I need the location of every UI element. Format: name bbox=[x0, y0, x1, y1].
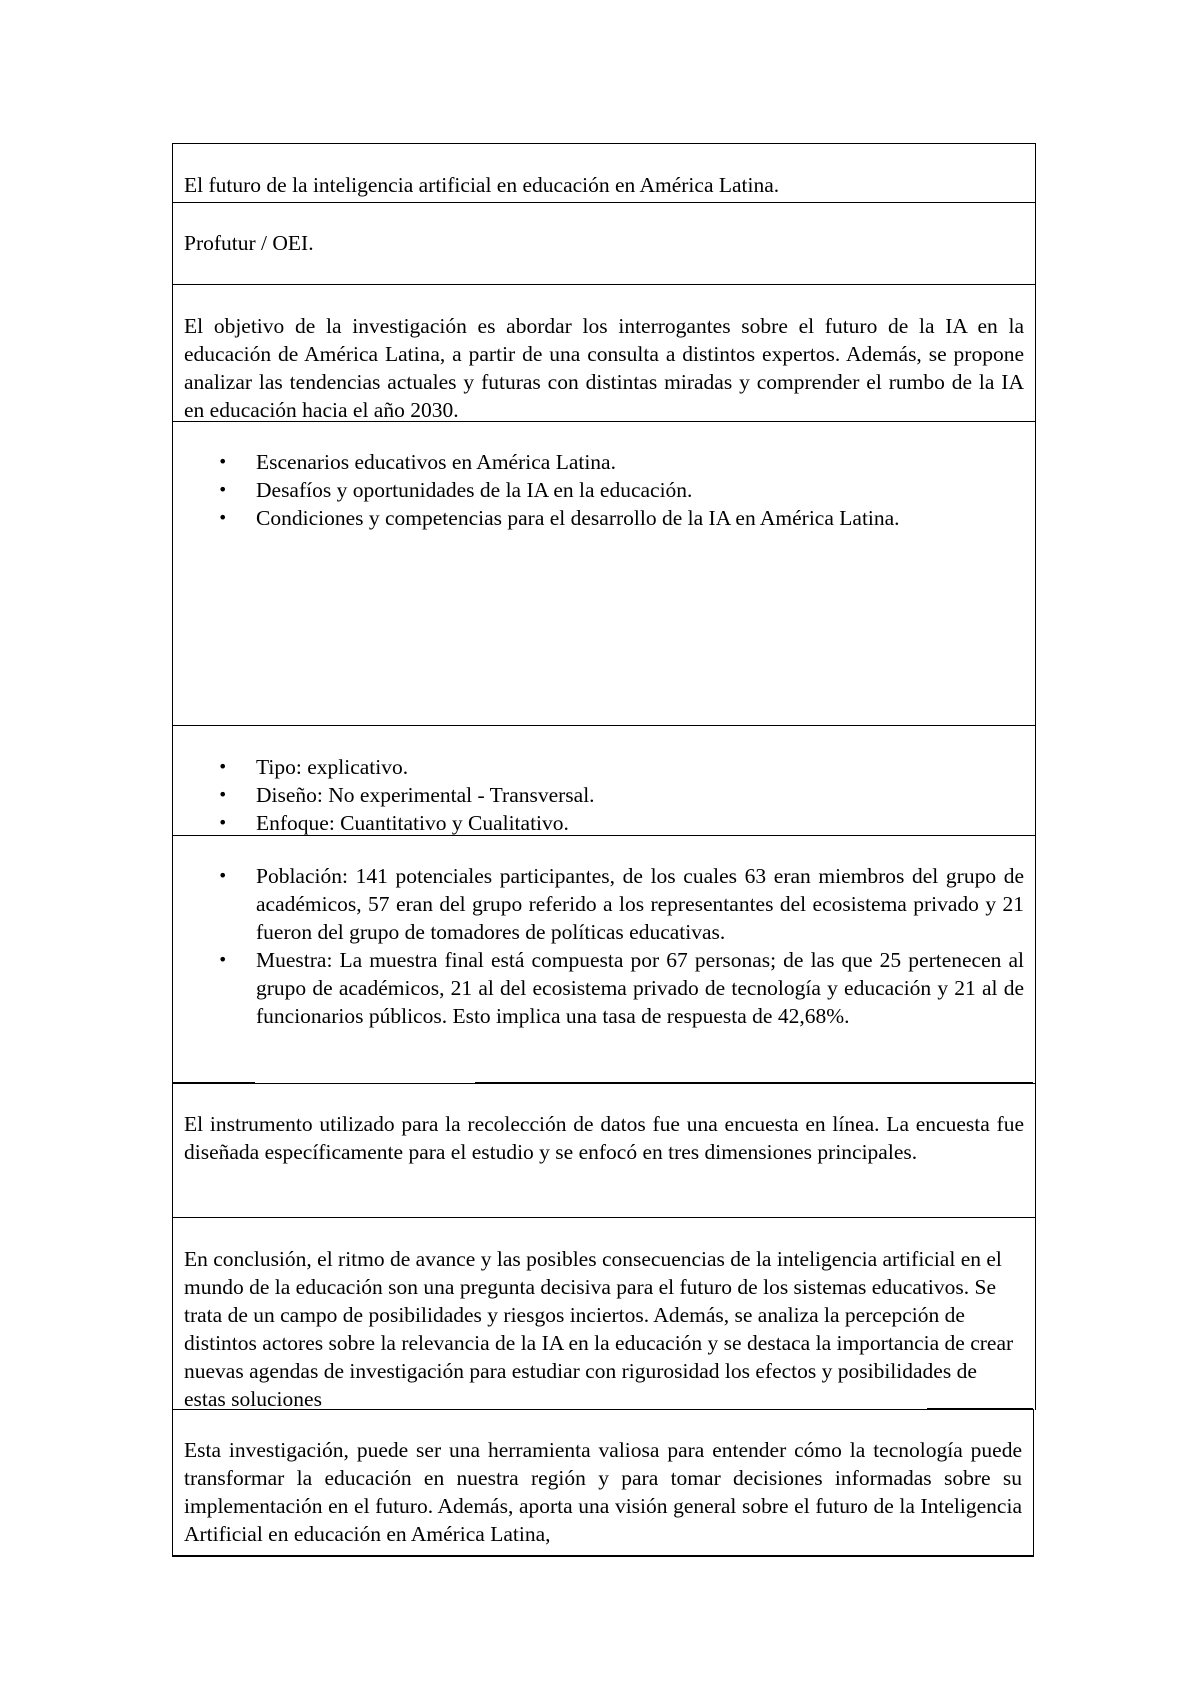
topics-list bbox=[184, 448, 1024, 532]
sample-list bbox=[184, 862, 1024, 1030]
list-item: • Condiciones y competencias para el desarrollo de la IA en América Latina. bbox=[256, 504, 1024, 532]
study-conclusion: En conclusión, el ritmo de avance y las posibles consecuencias de la inteligencia artificial en el mundo de la educación son una pregunta decisiva para el futuro de los sistemas educativos. Se trata de un campo de posibilidades y riesgos inciertos. Además, se analiza la percepción de distintos actores sobre la relevancia de la IA en la educación y se destaca la importancia de crear nuevas agendas de investigación para estudiar con rigurosidad los efectos y posibilidades de estas soluciones bbox=[184, 1247, 1014, 1411]
study-title: El futuro de la inteligencia artificial en educación en América Latina. bbox=[184, 173, 780, 197]
study-instrument: El instrumento utilizado para la recolección de datos fue una encuesta en línea. La encuesta fue diseñada específicamente para el estudio y se enfocó en tres dimensiones principales. bbox=[184, 1112, 1024, 1164]
study-objective: El objetivo de la investigación es abordar los interrogantes sobre el futuro de la IA en la educación de América Latina, a partir de una consulta a distintos expertos. Además, se propone analizar las tendencias actuales y futuras con distintas miradas y comprender el rumbo de la IA en educación hacia el año 2030. bbox=[184, 314, 1024, 422]
row-value bbox=[172, 1409, 1034, 1557]
underline-right bbox=[475, 1082, 1033, 1083]
list-item: • Tipo: explicativo. bbox=[256, 753, 1024, 781]
row-sample bbox=[173, 836, 1035, 1084]
list-item: • Población: 141 potenciales participantes, de los cuales 63 eran miembros del grupo de académicos, 57 eran del grupo referido a los representantes del ecosistema privado y 21 fueron del grupo de tomadores de políticas educativas. bbox=[256, 862, 1024, 946]
row-author bbox=[173, 203, 1035, 285]
study-value: Esta investigación, puede ser una herramienta valiosa para entender cómo la tecnología puede transformar la educación en nuestra región y para tomar decisiones informadas sobre su implementación en el futuro. Además, aporta una visión general sobre el futuro de la Inteligencia Artificial en educación en América Latina, bbox=[184, 1438, 1022, 1546]
list-item: • Desafíos y oportunidades de la IA en la educación. bbox=[256, 476, 1024, 504]
list-item: • Enfoque: Cuantitativo y Cualitativo. bbox=[256, 809, 1024, 837]
summary-table bbox=[172, 143, 1036, 1410]
row-conclusion bbox=[173, 1218, 1035, 1410]
row-instrument bbox=[173, 1084, 1035, 1218]
row-title bbox=[173, 144, 1035, 203]
list-item: • Muestra: La muestra final está compuesta por 67 personas; de las que 25 pertenecen al grupo de académicos, 21 al del ecosistema privado de tecnología y educación y 21 al de funcionarios públicos. Esto implica una tasa de respuesta de 42,68%. bbox=[256, 946, 1024, 1030]
list-item: • Escenarios educativos en América Latina. bbox=[256, 448, 1024, 476]
underline-left bbox=[173, 1082, 255, 1083]
study-author: Profutur / OEI. bbox=[184, 231, 314, 255]
row-methodology bbox=[173, 726, 1035, 836]
methodology-list bbox=[184, 753, 1024, 837]
list-item: • Diseño: No experimental - Transversal. bbox=[256, 781, 1024, 809]
row-topics bbox=[173, 422, 1035, 726]
row-objective bbox=[173, 285, 1035, 422]
